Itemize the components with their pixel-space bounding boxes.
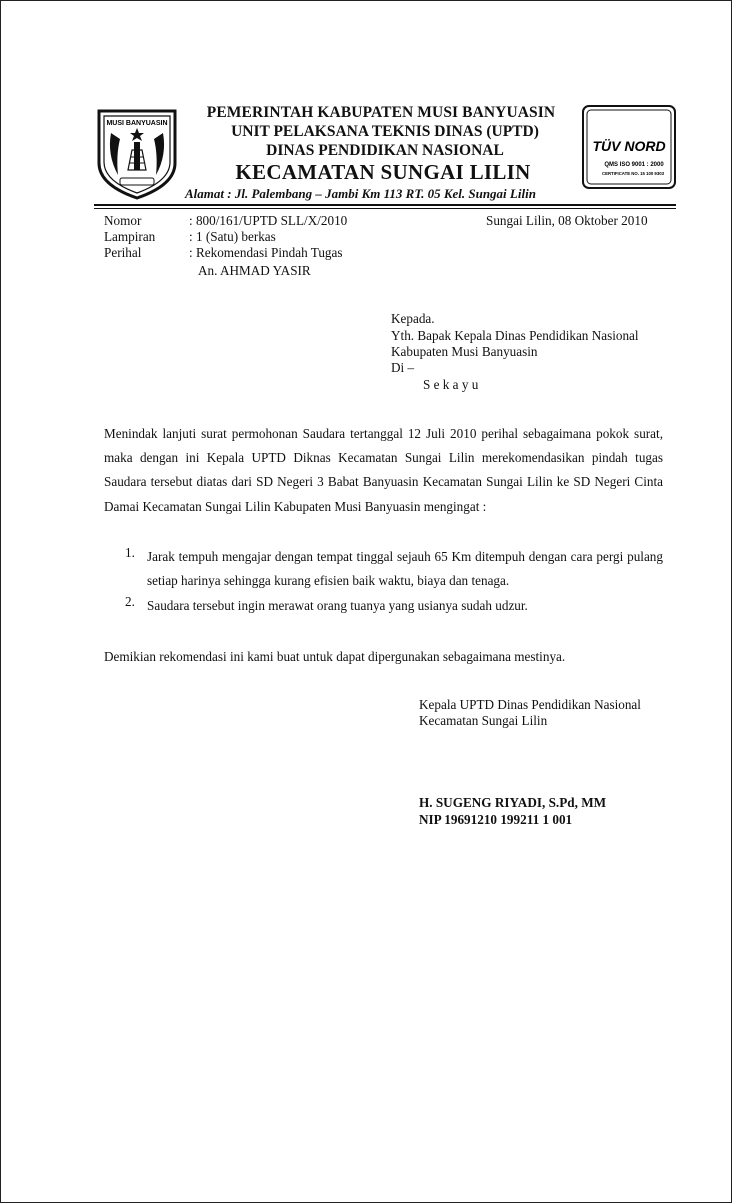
letterhead-line-3: DINAS PENDIDIKAN NASIONAL	[266, 142, 504, 159]
letterhead-divider-thin	[94, 208, 676, 209]
signatory-nip: NIP 19691210 199211 1 001	[419, 812, 573, 827]
recipient-line-5: S e k a y u	[423, 377, 479, 392]
svg-text:MUSI BANYUASIN: MUSI BANYUASIN	[106, 120, 168, 127]
signatory-name: H. SUGENG RIYADI, S.Pd, MM	[419, 795, 607, 810]
svg-text:CERTIFICATE NO. 15 100 9303: CERTIFICATE NO. 15 100 9303	[601, 171, 665, 176]
letterhead-address: Alamat : Jl. Palembang – Jambi Km 113 RT. 05 Kel. Sungai Lilin	[185, 186, 536, 201]
letterhead-divider-thick	[94, 204, 676, 206]
svg-text:TÜV NORD: TÜV NORD	[592, 138, 666, 154]
lampiran-value: : 1 (Satu) berkas	[189, 229, 276, 244]
body-paragraph: Menindak lanjuti surat permohonan Saudara tertanggal 12 Juli 2010 perihal sebagaimana pokok surat, maka dengan ini Kepala UPTD Diknas Kecamatan Sungai Lilin merekomendasikan pindah tugas Saudara tersebut diatas dari SD Negeri 3 Babat Banyuasin Kecamatan Sungai Lilin ke SD Negeri Cinta Damai Kecamatan Sungai Lilin Kabupaten Musi Banyuasin mengingat :	[104, 426, 663, 514]
musi-banyuasin-crest-logo	[94, 105, 180, 201]
letterhead-line-2: UNIT PELAKSANA TEKNIS DINAS (UPTD)	[231, 123, 539, 140]
list-item-text: Saudara tersebut ingin merawat orang tuanya yang usianya sudah udzur.	[147, 598, 528, 613]
tuv-nord-certification-logo	[582, 105, 676, 189]
closing-sentence: Demikian rekomendasi ini kami buat untuk dapat dipergunakan sebagaimana mestinya.	[104, 649, 566, 664]
letterhead-line-1: PEMERINTAH KABUPATEN MUSI BANYUASIN	[206, 104, 556, 121]
place-date: Sungai Lilin, 08 Oktober 2010	[486, 213, 648, 228]
lampiran-label: Lampiran	[104, 229, 156, 244]
nomor-value: : 800/161/UPTD SLL/X/2010	[189, 213, 348, 228]
recipient-line-3: Kabupaten Musi Banyuasin	[391, 344, 538, 359]
perihal-value: : Rekomendasi Pindah Tugas	[189, 245, 343, 260]
nomor-label: Nomor	[104, 213, 142, 228]
perihal-label: Perihal	[104, 245, 142, 260]
signatory-title-1: Kepala UPTD Dinas Pendidikan Nasional	[419, 697, 641, 712]
list-item-number: 2.	[125, 594, 135, 609]
letterhead-line-4: KECAMATAN SUNGAI LILIN	[235, 160, 531, 184]
recipient-line-4: Di –	[391, 360, 415, 375]
perihal-value-name: An. AHMAD YASIR	[198, 263, 311, 278]
recipient-line-2: Yth. Bapak Kepala Dinas Pendidikan Nasional	[391, 328, 639, 343]
svg-text:QMS ISO 9001 : 2000: QMS ISO 9001 : 2000	[604, 162, 664, 168]
recipient-line-1: Kepada.	[391, 311, 435, 326]
list-item-text: Jarak tempuh mengajar dengan tempat tinggal sejauh 65 Km ditempuh dengan cara pergi pulang setiap harinya sehingga kurang efisien baik waktu, biaya dan tenaga.	[147, 549, 663, 589]
list-item-number: 1.	[125, 545, 135, 560]
signatory-title-2: Kecamatan Sungai Lilin	[419, 713, 548, 728]
